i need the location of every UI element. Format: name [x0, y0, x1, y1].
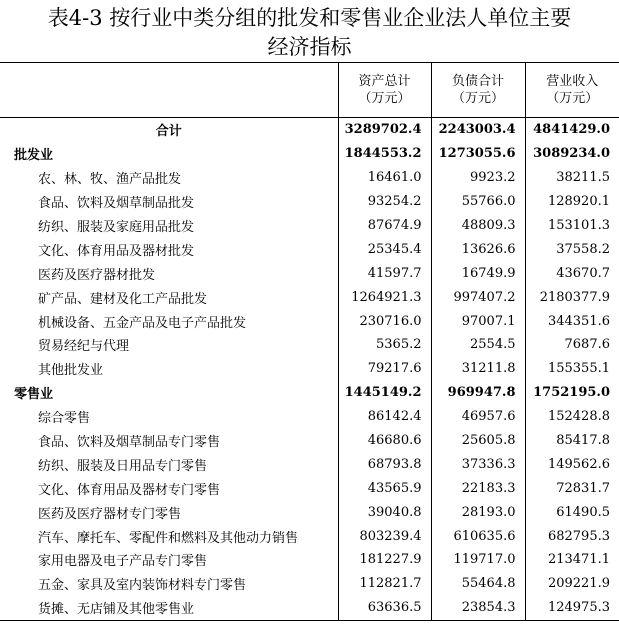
indicator-table: [0, 62, 619, 621]
table-row: [0, 357, 619, 381]
table-row: [0, 118, 619, 142]
table-row: [0, 237, 619, 261]
cell-total-liabilities: 37336.3: [431, 452, 525, 476]
table-row: [0, 429, 619, 453]
cell-total-assets: 3289702.4: [338, 118, 431, 142]
cell-total-assets: 79217.6: [338, 357, 431, 381]
cell-total-liabilities: 31211.8: [431, 357, 525, 381]
header-unit: （万元）: [451, 91, 504, 106]
table-row: [0, 476, 619, 500]
table-row: [0, 596, 619, 620]
row-industry-name: 贸易经纪与代理: [38, 339, 130, 355]
table-row: [0, 190, 619, 214]
table-row: [0, 381, 619, 405]
title-line-2: 经济指标: [267, 35, 352, 59]
header-label: 资产总计: [358, 74, 411, 89]
cell-operating-revenue: 124975.3: [525, 596, 619, 620]
cell-total-assets: 1264921.3: [338, 285, 431, 309]
cell-operating-revenue: 3089234.0: [525, 142, 619, 166]
cell-total-liabilities: 55766.0: [431, 190, 525, 214]
table-row: [0, 166, 619, 190]
cell-total-assets: 5365.2: [338, 333, 431, 357]
title-line-1: 表4-3 按行业中类分组的批发和零售业企业法人单位主要: [47, 6, 572, 30]
cell-operating-revenue: 85417.8: [525, 429, 619, 453]
cell-operating-revenue: 153101.3: [525, 214, 619, 238]
cell-total-assets: 86142.4: [338, 405, 431, 429]
cell-operating-revenue: 155355.1: [525, 357, 619, 381]
table-row: [0, 142, 619, 166]
row-industry-name: 零售业: [14, 387, 54, 403]
cell-total-assets: 93254.2: [338, 190, 431, 214]
row-industry-name: 食品、饮料及烟草制品批发: [38, 196, 195, 212]
cell-operating-revenue: 128920.1: [525, 190, 619, 214]
table-row: [0, 405, 619, 429]
header-operating-revenue: [525, 63, 619, 118]
cell-operating-revenue: 4841429.0: [525, 118, 619, 142]
header-unit: （万元）: [358, 91, 411, 106]
row-industry-name: 五金、家具及室内装饰材料专门零售: [38, 578, 247, 594]
cell-total-liabilities: 2554.5: [431, 333, 525, 357]
cell-operating-revenue: 37558.2: [525, 237, 619, 261]
header-total-assets: [338, 63, 431, 118]
row-industry-name: 合计: [155, 124, 182, 140]
row-industry-name: 医药及医疗器材专门零售: [38, 506, 182, 522]
cell-total-assets: 68793.8: [338, 452, 431, 476]
table-row: [0, 214, 619, 238]
table-row: [0, 548, 619, 572]
cell-total-liabilities: 55464.8: [431, 572, 525, 596]
cell-total-assets: 87674.9: [338, 214, 431, 238]
row-industry-name: 纺织、服装及家庭用品批发: [38, 220, 195, 235]
row-industry-name: 货摊、无店铺及其他零售业: [0, 596, 338, 620]
row-industry-name: 文化、体育用品及器材专门零售: [38, 482, 221, 498]
table-body: [0, 118, 619, 621]
cell-total-liabilities: 25605.8: [431, 429, 525, 453]
cell-total-liabilities: 997407.2: [431, 285, 525, 309]
cell-total-liabilities: 28193.0: [431, 500, 525, 524]
row-industry-name: 医药及医疗器材批发: [38, 267, 156, 283]
cell-total-liabilities: 1273055.6: [431, 142, 525, 166]
cell-operating-revenue: 7687.6: [525, 333, 619, 357]
cell-operating-revenue: 72831.7: [525, 476, 619, 500]
cell-operating-revenue: 213471.1: [525, 548, 619, 572]
cell-total-liabilities: 2243003.4: [431, 118, 525, 142]
cell-operating-revenue: 38211.5: [525, 166, 619, 190]
row-industry-name: 机械设备、五金产品及电子产品批发: [38, 315, 247, 331]
cell-total-assets: 16461.0: [338, 166, 431, 190]
cell-total-liabilities: 16749.9: [431, 261, 525, 285]
cell-operating-revenue: 2180377.9: [525, 285, 619, 309]
cell-total-assets: 43565.9: [338, 476, 431, 500]
cell-total-assets: 803239.4: [338, 524, 431, 548]
cell-total-assets: 1445149.2: [338, 381, 431, 405]
cell-total-assets: 41597.7: [338, 261, 431, 285]
cell-operating-revenue: 43670.7: [525, 261, 619, 285]
table-row: [0, 452, 619, 476]
table-row: [0, 572, 619, 596]
cell-total-assets: 63636.5: [338, 596, 431, 620]
row-industry-name: 矿产品、建材及化工产品批发: [38, 291, 208, 307]
cell-total-assets: 112821.7: [338, 572, 431, 596]
header-industry: [0, 63, 338, 118]
table-row: [0, 333, 619, 357]
cell-total-assets: 230716.0: [338, 309, 431, 333]
table-row: [0, 524, 619, 548]
cell-total-assets: 181227.9: [338, 548, 431, 572]
row-industry-name: 批发业: [14, 148, 54, 164]
row-industry-name: 汽车、摩托车、零配件和燃料及其他动力销售: [38, 530, 299, 546]
row-industry-name: 家用电器及电子产品专门零售: [38, 554, 208, 570]
row-industry-name: 文化、体育用品及器材批发: [38, 243, 195, 259]
row-industry-name: 农、林、牧、渔产品批发: [38, 172, 182, 188]
cell-operating-revenue: 149562.6: [525, 452, 619, 476]
cell-total-liabilities: 48809.3: [431, 214, 525, 238]
cell-total-assets: 1844553.2: [338, 142, 431, 166]
cell-total-assets: 39040.8: [338, 500, 431, 524]
cell-operating-revenue: 344351.6: [525, 309, 619, 333]
table-row: [0, 285, 619, 309]
cell-total-liabilities: 22183.3: [431, 476, 525, 500]
cell-total-liabilities: 97007.1: [431, 309, 525, 333]
cell-operating-revenue: 209221.9: [525, 572, 619, 596]
row-industry-name: 综合零售: [38, 411, 91, 427]
cell-total-liabilities: 9923.2: [431, 166, 525, 190]
table-row: [0, 261, 619, 285]
table-header-row: [0, 63, 619, 118]
header-label: 营业收入: [546, 74, 599, 89]
cell-total-liabilities: 969947.8: [431, 381, 525, 405]
cell-total-liabilities: 23854.3: [431, 596, 525, 620]
cell-operating-revenue: 682795.3: [525, 524, 619, 548]
row-industry-name: 其他批发业: [38, 363, 104, 379]
cell-total-liabilities: 46957.6: [431, 405, 525, 429]
cell-total-liabilities: 119717.0: [431, 548, 525, 572]
cell-total-assets: 46680.6: [338, 429, 431, 453]
cell-operating-revenue: 1752195.0: [525, 381, 619, 405]
row-industry-name: 纺织、服装及日用品专门零售: [38, 458, 208, 474]
table-row: [0, 500, 619, 524]
cell-total-assets: 25345.4: [338, 237, 431, 261]
cell-total-liabilities: 610635.6: [431, 524, 525, 548]
cell-operating-revenue: 152428.8: [525, 405, 619, 429]
cell-total-liabilities: 13626.6: [431, 237, 525, 261]
header-unit: （万元）: [546, 91, 599, 106]
table-title: [0, 0, 619, 62]
header-label: 负债合计: [451, 74, 504, 89]
row-industry-name: 食品、饮料及烟草制品专门零售: [38, 435, 221, 451]
table-row: [0, 309, 619, 333]
cell-operating-revenue: 61490.5: [525, 500, 619, 524]
header-total-liabilities: [431, 63, 525, 118]
